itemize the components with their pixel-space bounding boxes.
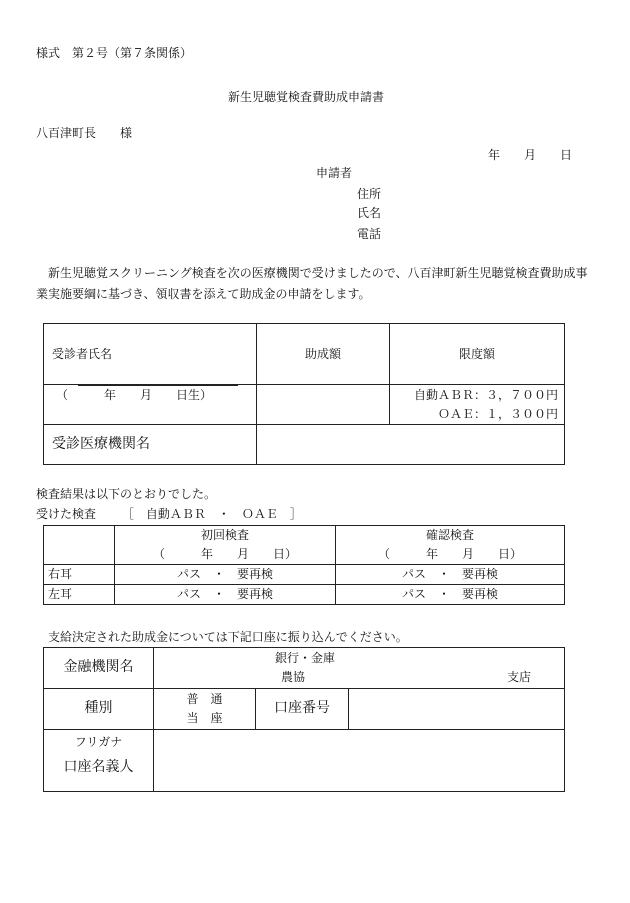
right-ear-confirm-result[interactable]: パス ・ 要再検 [336,565,565,585]
bank-type: 銀行・金庫 [275,651,336,665]
institution-label-cell [44,425,257,465]
current-option[interactable]: 当 座 [186,711,223,725]
limit-label: 限度額 [458,346,495,361]
patient-name-cell[interactable] [44,324,257,385]
right-ear-first-result[interactable]: パス ・ 要再検 [115,565,336,585]
form-number: 様式 第２号（第７条関係） [36,46,193,60]
right-ear-label: 右耳 [44,565,115,585]
limit-amounts-cell [390,385,565,425]
left-ear-confirm-result[interactable]: パス ・ 要再検 [336,585,565,605]
test-result-table [43,525,565,605]
applicant-label: 申請者 [316,166,353,180]
ear-header-cell [44,526,115,565]
table-row [44,585,565,605]
name-underline [78,385,238,386]
account-number-label-cell [256,689,349,730]
holder-label: 口座名義人 [63,759,134,775]
bank-name-cell[interactable] [154,648,565,689]
account-number-label: 口座番号 [274,700,330,717]
holder-label-cell [44,730,154,792]
first-test-header [115,526,336,565]
address-label: 住所 [357,187,382,201]
limit-abr: 自動ＡＢＲ：３，７００円 [413,387,558,402]
limit-header-cell [390,324,565,385]
limit-oae: ＯＡＥ：１，３００円 [437,406,558,421]
institution-label: 受診医療機関名 [52,435,150,452]
ordinary-option[interactable]: 普 通 [186,692,223,706]
table-row [44,565,565,585]
account-type-cell[interactable] [154,689,256,730]
name-label: 氏名 [357,206,382,220]
form-title: 新生児聴覚検査費助成申請書 [228,90,385,104]
bank-label-cell [44,648,154,689]
institution-input-cell[interactable] [257,425,565,465]
recipient-line: 八百津町長 様 [36,126,133,140]
result-intro: 検査結果は以下のとおりでした。 [36,487,217,501]
phone-label: 電話 [357,227,382,241]
test-line [36,507,302,521]
type-label: 種別 [84,700,113,717]
first-test-date[interactable]: （ 年 月 日） [152,547,297,561]
confirm-test-label: 確認検査 [425,528,474,542]
holder-name-cell[interactable] [154,730,565,792]
grant-label: 助成額 [304,346,341,361]
bank-account-table [43,647,565,792]
patient-name-label: 受診者氏名 [52,346,113,361]
furigana-label: フリガナ [74,735,123,749]
agri-coop: 農協 [281,670,306,684]
bank-label: 金融機関名 [63,659,134,676]
date-line: 年 月 日 [488,148,573,162]
test-options[interactable]: ［ 自動ＡＢＲ ・ ＯＡＥ ］ [121,507,302,521]
transfer-intro: 支給決定された助成金については下記口座に振り込んでください。 [48,630,408,644]
grant-header-cell [257,324,390,385]
left-ear-first-result[interactable]: パス ・ 要再検 [115,585,336,605]
grant-amount-cell[interactable] [257,385,390,425]
branch-label: 支店 [507,670,532,684]
confirm-test-header [336,526,565,565]
test-label: 受けた検査 [36,507,97,521]
left-ear-label: 左耳 [44,585,115,605]
first-test-label: 初回検査 [200,528,249,542]
birth-date-cell[interactable] [44,385,257,425]
birth-date-line: （ 年 月 日生） [56,388,213,402]
patient-grant-table [43,323,565,465]
account-number-cell[interactable] [349,689,565,730]
confirm-test-date[interactable]: （ 年 月 日） [377,547,522,561]
type-label-cell [44,689,154,730]
application-statement: 新生児聴覚スクリーニング検査を次の医療機関で受けましたので、八百津町新生児聴覚検査費助成事業実施要綱に基づき、領収書を添えて助成金の申請をします。 [36,266,588,301]
